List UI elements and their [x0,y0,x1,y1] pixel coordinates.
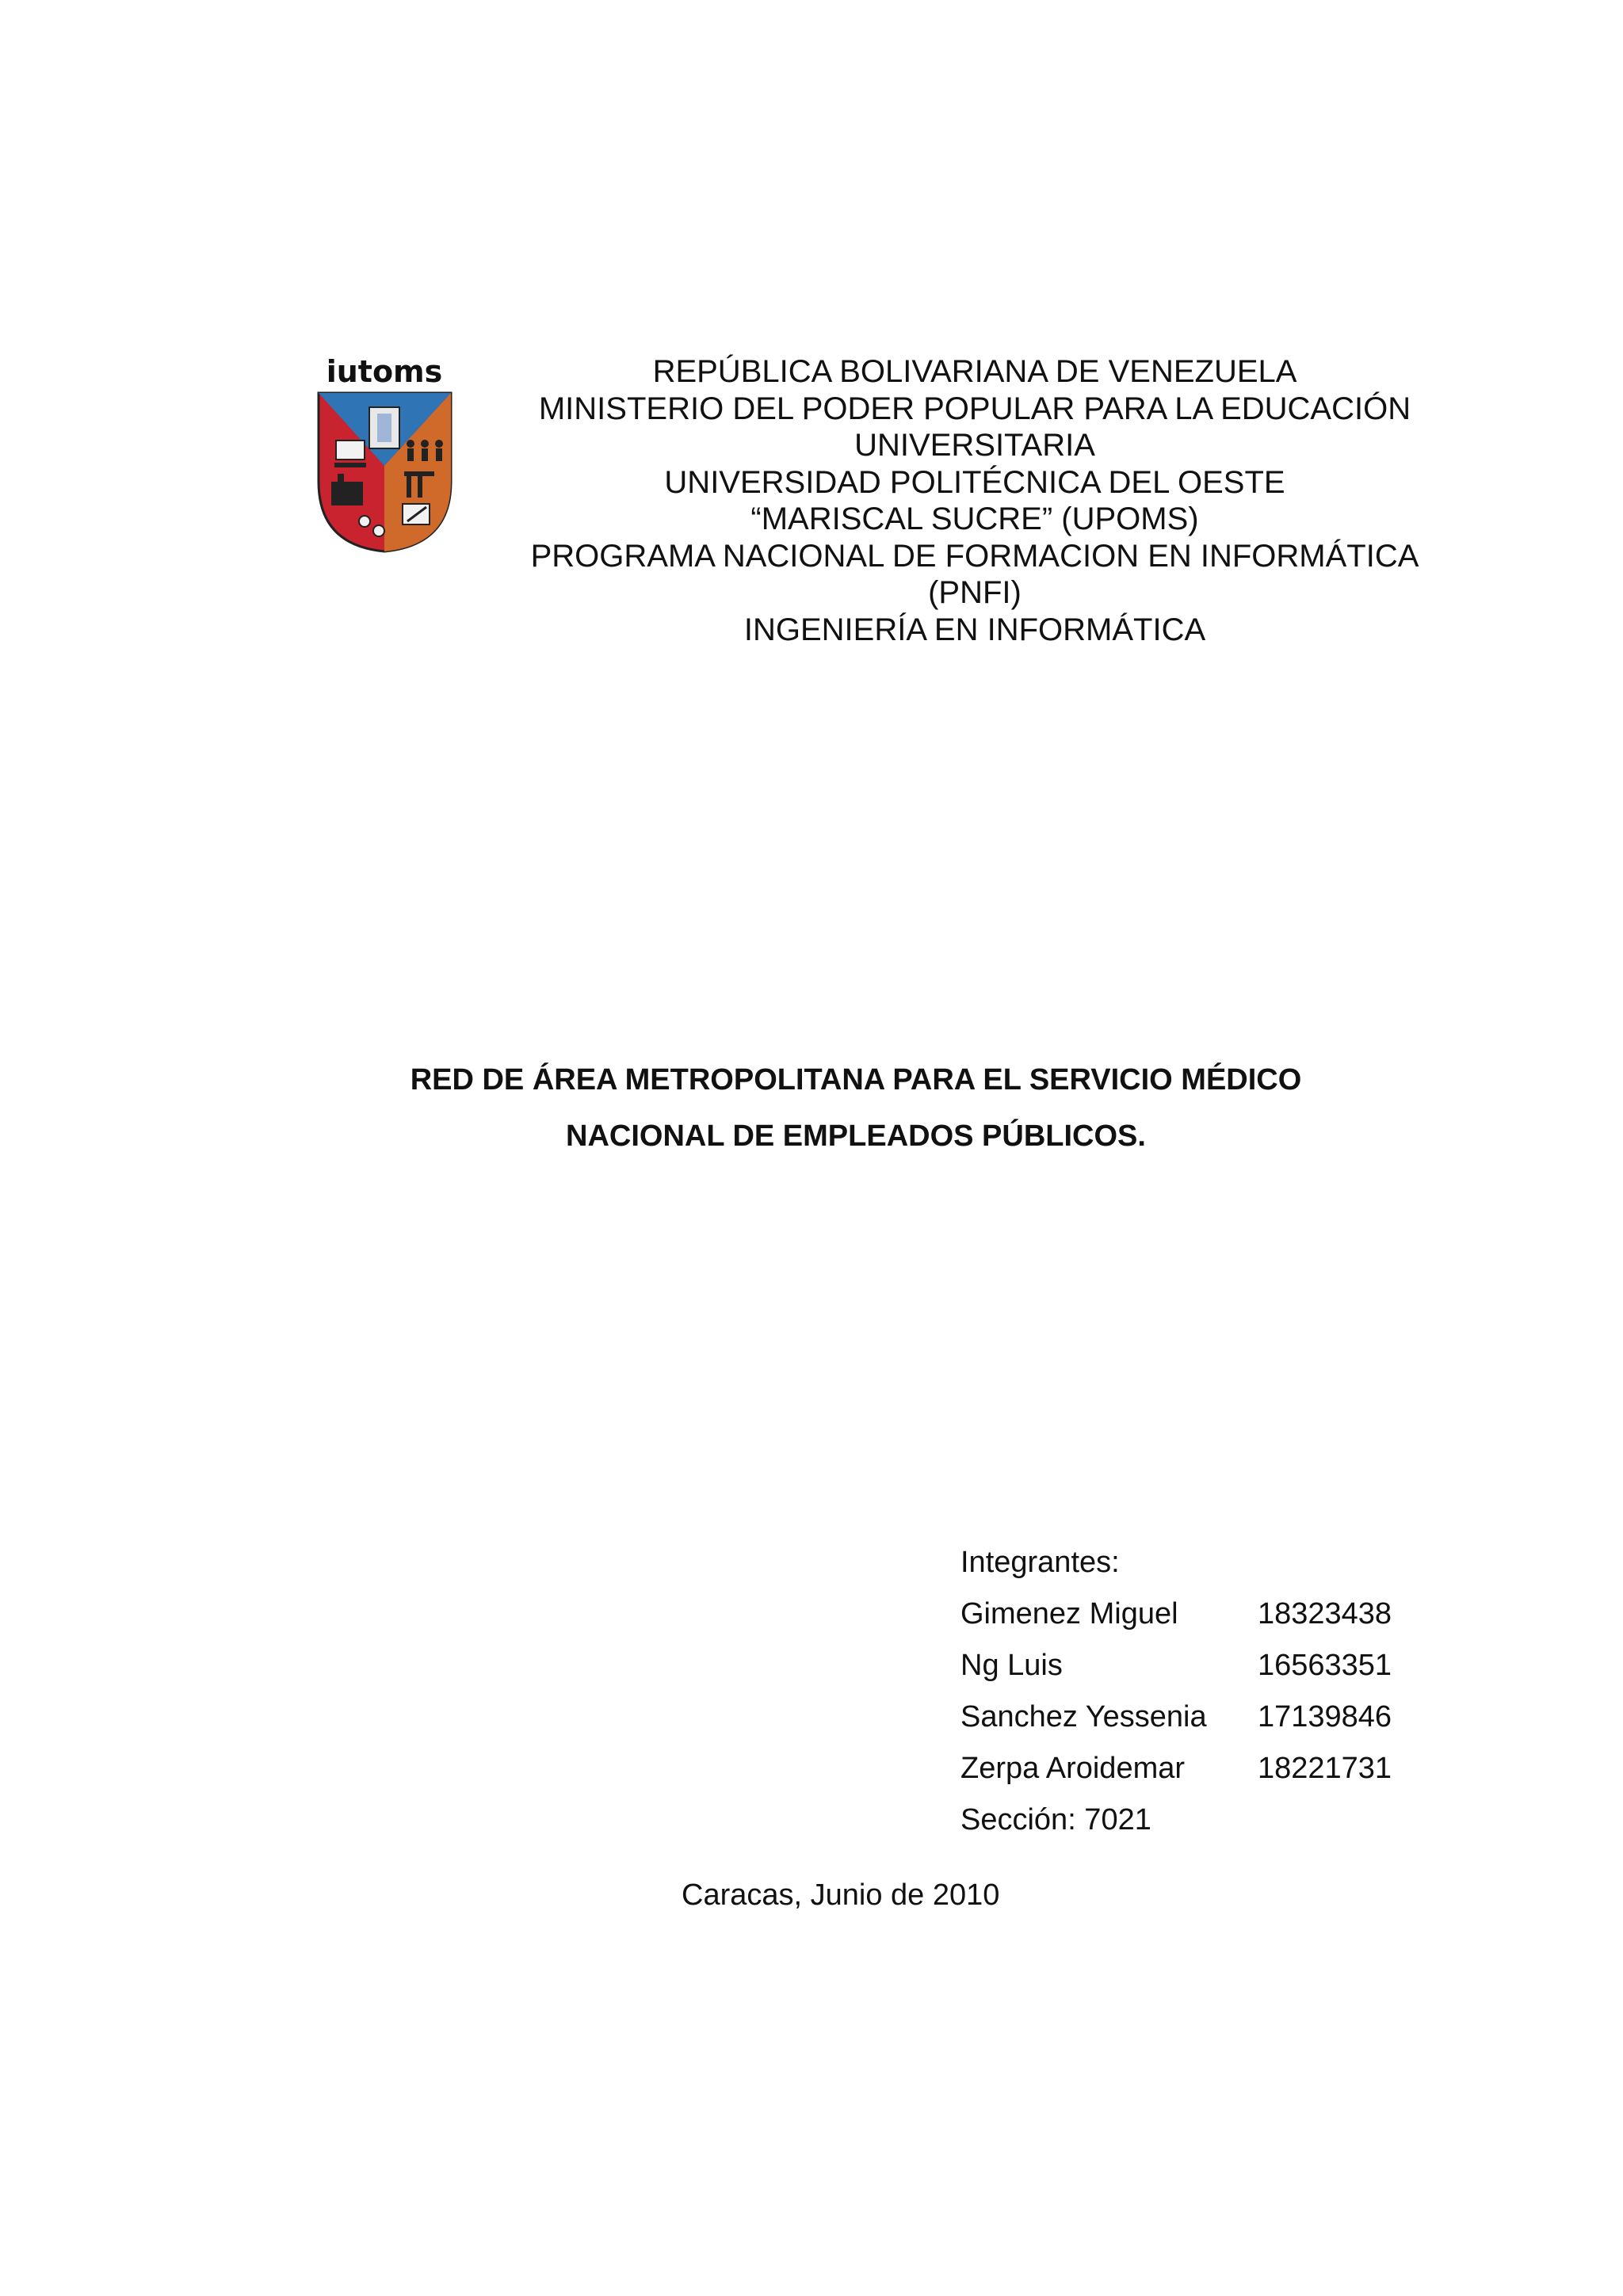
city-date: Caracas, Junio de 2010 [682,1878,1000,1912]
member-id: 17139846 [1258,1700,1392,1733]
header-line: (PNFI) [928,575,1022,610]
member-id: 18221731 [1258,1752,1392,1785]
member-name: Sanchez Yessenia [960,1700,1207,1733]
member-name: Zerpa Aroidemar [960,1752,1186,1785]
members-block [960,1537,1392,1846]
header-line: INGENIERÍA EN INFORMÁTICA [743,612,1206,647]
member-row [960,1589,1392,1640]
title-line: NACIONAL DE EMPLEADOS PÚBLICOS. [566,1119,1146,1153]
member-row [960,1640,1392,1691]
header-line: UNIVERSIDAD POLITÉCNICA DEL OESTE [664,464,1285,500]
title-line: RED DE ÁREA METROPOLITANA PARA EL SERVICIO MÉDICO [410,1063,1302,1097]
section-label: Sección: 7021 [960,1803,1151,1836]
member-row [960,1691,1392,1743]
header-line: UNIVERSITARIA [854,428,1095,463]
university-logo [315,355,454,553]
header-line: “MARISCAL SUCRE” (UPOMS) [750,502,1199,536]
member-name: Gimenez Miguel [960,1597,1178,1630]
member-id: 16563351 [1258,1649,1392,1682]
institution-header [491,353,1458,648]
header-line: MINISTERIO DEL PODER POPULAR PARA LA EDUCACIÓN [538,391,1411,426]
member-row [960,1743,1392,1794]
header-line: REPÚBLICA BOLIVARIANA DE VENEZUELA [652,354,1297,389]
shield-emblem-icon [315,355,454,553]
member-id: 18323438 [1258,1597,1392,1630]
header-line: PROGRAMA NACIONAL DE FORMACION EN INFORMÁTICA [530,538,1419,574]
members-heading: Integrantes: [960,1546,1120,1579]
member-name: Ng Luis [960,1649,1063,1682]
logo-wordmark: iutoms [326,355,443,389]
document-title [158,1052,1553,1165]
